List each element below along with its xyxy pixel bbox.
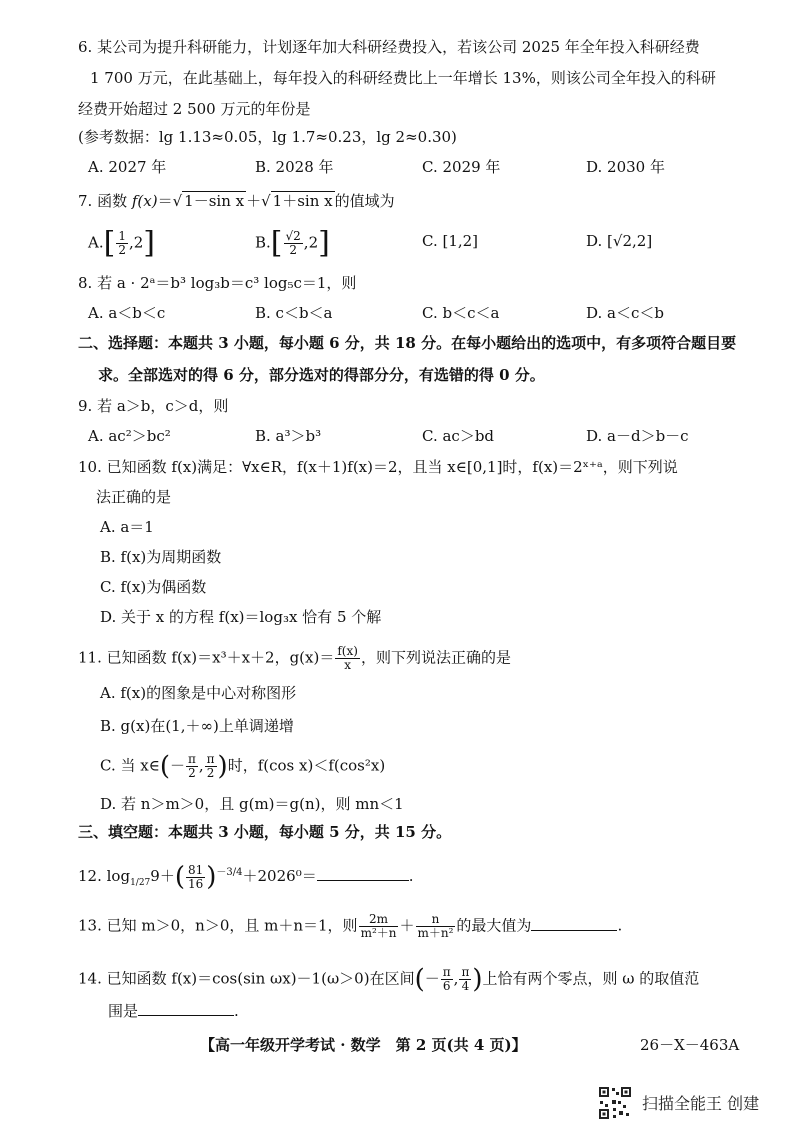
q8-option-d: D. a＜c＜b	[586, 304, 664, 322]
q12-answer-blank[interactable]	[317, 866, 409, 881]
q14-line1: 14. 已知函数 f(x)＝cos(sin ωx)－1(ω＞0)在区间(－ $\frac{\pi}{6}$ , $\frac{\pi}{4}$ )上恰有两个零点，则 ω 的取值范	[78, 964, 700, 995]
q7-plus: ＋	[246, 192, 262, 210]
qr-code-icon	[598, 1086, 632, 1120]
q6-option-b: B. 2028 年	[255, 158, 334, 176]
q11-option-d: D. 若 n＞m＞0，且 g(m)＝g(n)，则 mn＜1	[100, 795, 404, 813]
q13-answer-blank[interactable]	[531, 916, 617, 931]
q10-option-c: C. f(x)为偶函数	[100, 578, 207, 596]
q10-option-d: D. 关于 x 的方程 f(x)＝log₃x 恰有 5 个解	[100, 608, 382, 626]
q7-option-c: C. [1,2]	[422, 232, 479, 250]
page-footer: 【高一年级开学考试 · 数学 第 2 页(共 4 页)】	[200, 1036, 527, 1054]
q11-option-c: C. 当 x∈(－ $\frac{\pi}{2}$ , $\frac{\pi}{2}$ )时，f(cos x)＜f(cos²x)	[100, 751, 386, 782]
section2-line2: 求。全部选对的得 6 分，部分选对的得部分分，有选错的得 0 分。	[98, 366, 545, 384]
exam-code: 26－X－463A	[640, 1036, 740, 1054]
q7-sqrt2-fraction: $\frac{√2}{2}$	[285, 229, 301, 257]
q8-option-b: B. c＜b＜a	[255, 304, 333, 322]
q11-g-fraction: $\frac{f(x)}{x}$	[337, 644, 358, 672]
q9-option-c: C. ac＞bd	[422, 427, 495, 445]
q7-func: f(x)	[131, 192, 158, 210]
q6-line2: 1 700 万元，在此基础上，每年投入的科研经费比上一年增长 13%，则该公司全年投入的科研	[90, 69, 716, 87]
q6-line1: 6. 某公司为提升科研能力，计划逐年加大科研经费投入，若该公司 2025 年全年投入科研经费	[78, 38, 700, 56]
q14-line2: 围是 .	[108, 1002, 239, 1020]
q10-option-a: A. a＝1	[100, 518, 154, 536]
q8-stem: 8. 若 a · 2ᵃ＝b³ log₃b＝c³ log₅c＝1，则	[78, 274, 357, 292]
q11-option-b: B. g(x)在(1,＋∞)上单调递增	[100, 717, 294, 735]
q13-stem: 13. 已知 m＞0，n＞0，且 m＋n＝1，则 $\frac{2m}{\text{m²＋n}}$ ＋ $\frac{n}{\text{m＋n²}}$ 的最大值为 .	[78, 912, 623, 940]
q9-option-a: A. ac²＞bc²	[88, 427, 171, 445]
q11-option-a: A. f(x)的图象是中心对称图形	[100, 684, 297, 702]
q7-prefix: 7. 函数	[78, 192, 132, 210]
q12-stem: 12. $\log_{1/27}9+$( $\frac{81}{16}$ )$^{-3/4}$＋2026⁰＝ .	[78, 862, 414, 892]
q7-option-a: A.[ $\frac{1}{2}$ ,2]	[88, 225, 156, 261]
q7-radical-2: √ 1＋sin x	[261, 192, 333, 210]
section3-line1: 三、填空题：本题共 3 小题，每小题 5 分，共 15 分。	[78, 823, 452, 841]
q11-stem: 11. 已知函数 f(x)＝x³＋x＋2，g(x)＝ $\frac{f(x)}{x}$ ，则下列说法正确的是	[78, 644, 511, 672]
q7-radical-1: √ 1－sin x	[172, 192, 245, 210]
section2-line1: 二、选择题：本题共 3 小题，每小题 6 分，共 18 分。在每小题给出的选项中，有多项符合题目要	[78, 334, 737, 352]
q9-option-b: B. a³＞b³	[255, 427, 322, 445]
scanner-watermark: 扫描全能王 创建	[642, 1094, 760, 1113]
q6-option-c: C. 2029 年	[422, 158, 501, 176]
q6-line4: (参考数据：lg 1.13≈0.05，lg 1.7≈0.23，lg 2≈0.30)	[78, 128, 457, 146]
q8-option-c: C. b＜c＜a	[422, 304, 500, 322]
q6-option-a: A. 2027 年	[88, 158, 167, 176]
q8-option-a: A. a＜b＜c	[88, 304, 166, 322]
q7-stem	[78, 190, 395, 212]
q9-stem: 9. 若 a＞b，c＞d，则	[78, 397, 229, 415]
q7-half-fraction: $\frac{1}{2}$	[118, 229, 126, 257]
q7-eq: ＝	[157, 192, 173, 210]
q10-line2: 法正确的是	[96, 488, 172, 506]
q10-line1: 10. 已知函数 f(x)满足：∀x∈R，f(x＋1)f(x)＝2，且当 x∈[0,1]时，f(x)＝2ˣ⁺ᵃ，则下列说	[78, 458, 678, 476]
q6-line3: 经费开始超过 2 500 万元的年份是	[78, 100, 311, 118]
q7-suffix: 的值域为	[334, 192, 395, 210]
q10-option-b: B. f(x)为周期函数	[100, 548, 222, 566]
q6-option-d: D. 2030 年	[586, 158, 665, 176]
q14-answer-blank[interactable]	[138, 1001, 234, 1016]
q7-option-d: D. [√2,2]	[586, 232, 653, 250]
q9-option-d: D. a－d＞b－c	[586, 427, 689, 445]
q7-option-b: B.[ $\frac{√2}{2}$ ,2]	[255, 225, 330, 261]
